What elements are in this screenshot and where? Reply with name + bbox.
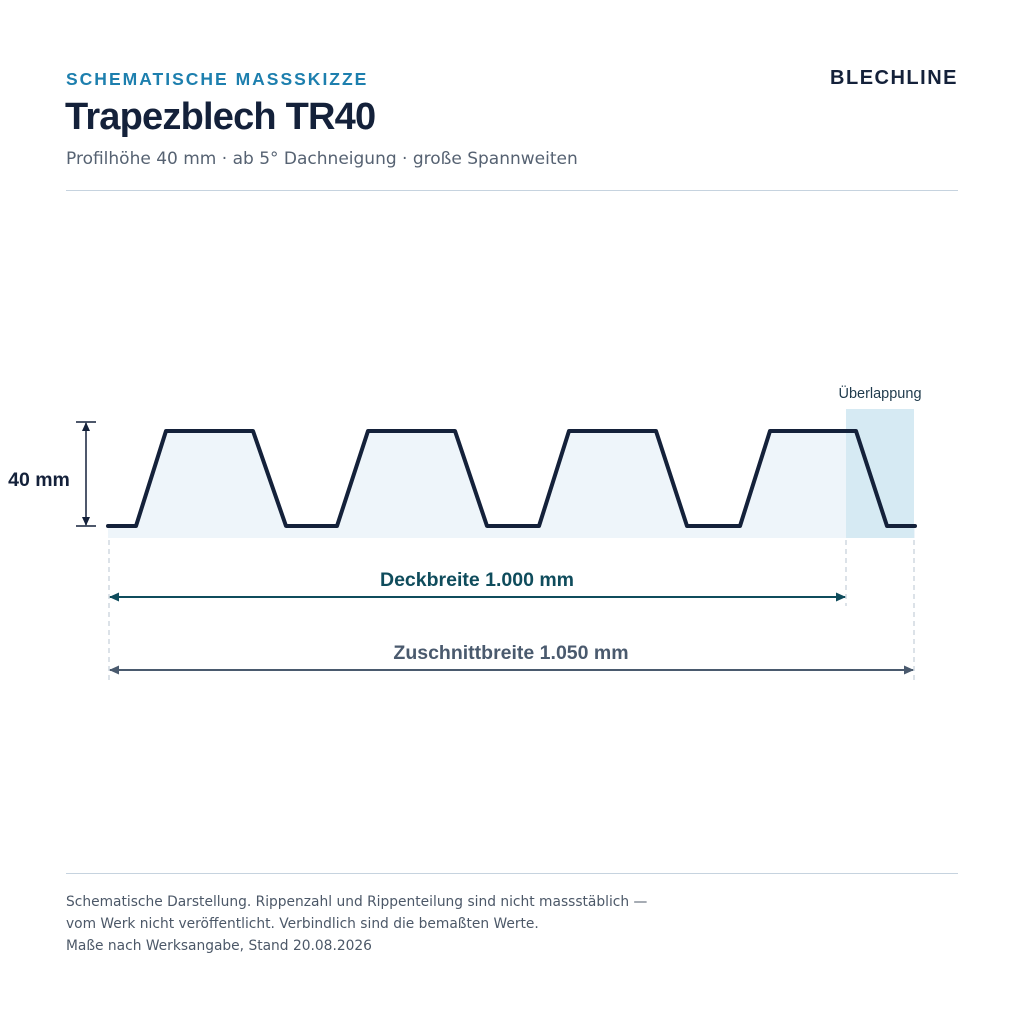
- footer-note: [66, 891, 647, 957]
- cover-width-label: Deckbreite 1.000 mm: [379, 569, 575, 591]
- footer-line: Schematische Darstellung. Rippenzahl und Rippenteilung sind nicht massstäblich —: [66, 894, 648, 910]
- overlap-zone: [846, 409, 914, 538]
- eyebrow-label: SCHEMATISCHE MASSSKIZZE: [66, 69, 369, 89]
- page-subtitle: Profilhöhe 40 mm · ab 5° Dachneigung · große Spannweiten: [66, 149, 578, 169]
- profile-fill: [108, 431, 915, 538]
- brand-logo: BLECHLINE: [830, 67, 958, 89]
- footer-line: vom Werk nicht veröffentlicht. Verbindlich sind die bemaßten Werte.: [66, 916, 539, 932]
- footer-line: Maße nach Werksangabe, Stand 20.08.2026: [66, 938, 372, 954]
- footer-divider: [66, 873, 958, 874]
- height-label: 40 mm: [8, 469, 70, 491]
- cut-width-label: Zuschnittbreite 1.050 mm: [393, 642, 629, 664]
- overlap-label: Überlappung: [838, 386, 922, 402]
- page-title: Trapezblech TR40: [65, 96, 376, 138]
